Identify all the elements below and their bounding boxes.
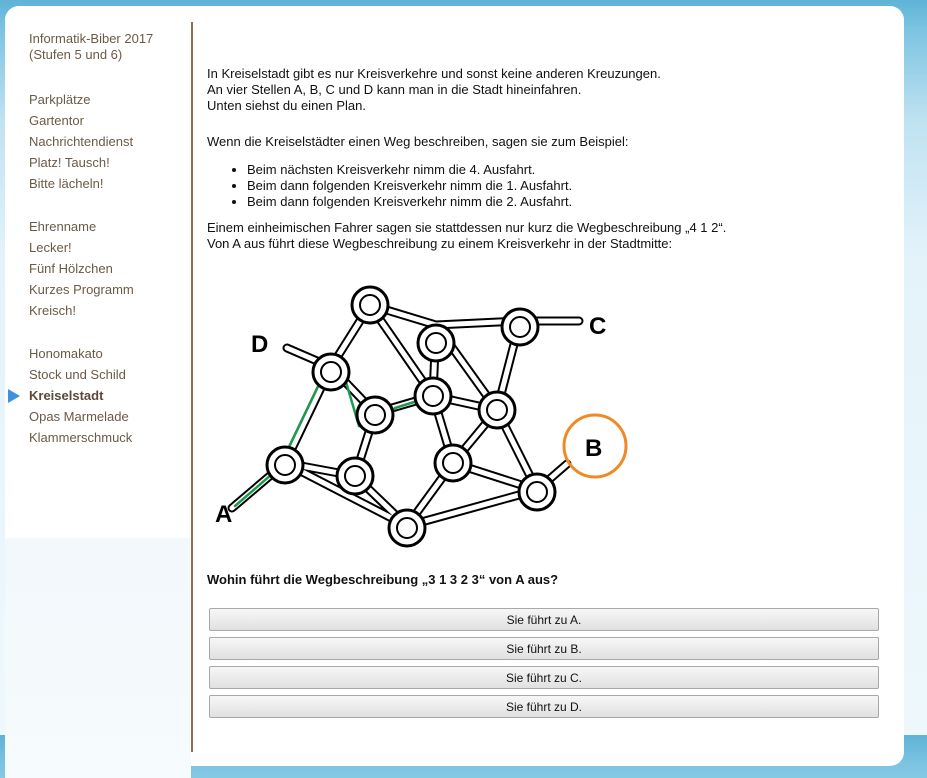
example-item: • Beim dann folgenden Kreisverkehr nimm die 1. Ausfahrt. xyxy=(247,178,887,194)
nav-item-kreisch[interactable]: Kreisch! xyxy=(29,303,76,318)
summary-line-2: Von A aus führt diese Wegbeschreibung zu einem Kreisverkehr in der Stadtmitte: xyxy=(207,236,673,251)
roundabout xyxy=(352,287,388,323)
sidebar-footer-area xyxy=(5,538,191,778)
roundabout xyxy=(313,354,349,390)
nav-group-3 xyxy=(29,343,184,448)
roundabout-map-svg xyxy=(207,280,647,560)
roundabout xyxy=(337,458,373,494)
example-item: • Beim nächsten Kreisverkehr nimm die 4. Ausfahrt. xyxy=(247,162,887,178)
vertical-divider xyxy=(191,22,193,752)
answer-d-button[interactable]: Sie führt zu D. xyxy=(209,695,879,718)
example-item: • Beim dann folgenden Kreisverkehr nimm die 2. Ausfahrt. xyxy=(247,194,887,210)
sidebar-nav xyxy=(29,31,184,470)
nav-item-platz-tausch[interactable]: Platz! Tausch! xyxy=(29,155,110,170)
roundabout xyxy=(267,447,303,483)
contest-title-line1: Informatik-Biber 2017 xyxy=(29,31,154,46)
nav-item-lecker[interactable]: Lecker! xyxy=(29,240,72,255)
exit-label-b: B xyxy=(585,435,603,462)
exit-label-a: A xyxy=(215,501,233,528)
intro-line-2: An vier Stellen A, B, C und D kann man in die Stadt hineinfahren. xyxy=(207,82,582,97)
example-list xyxy=(207,162,887,210)
example-intro: Wenn die Kreiselstädter einen Weg beschreiben, sagen sie zum Beispiel: xyxy=(207,134,629,149)
roundabout xyxy=(435,445,471,481)
nav-group-2 xyxy=(29,216,184,321)
roundabout xyxy=(415,378,451,414)
contest-title[interactable] xyxy=(29,31,184,63)
nav-item-parkplaetze[interactable]: Parkplätze xyxy=(29,92,91,107)
exit-label-c: C xyxy=(589,313,607,340)
intro-line-3: Unten siehst du einen Plan. xyxy=(207,98,366,113)
nav-group-1 xyxy=(29,89,184,194)
roundabout xyxy=(502,309,538,345)
nav-item-gartentor[interactable]: Gartentor xyxy=(29,113,84,128)
nav-item-opas-marmelade[interactable]: Opas Marmelade xyxy=(29,409,129,424)
task-content xyxy=(207,66,887,252)
answer-b-button[interactable]: Sie führt zu B. xyxy=(209,637,879,660)
nav-item-nachrichtendienst[interactable]: Nachrichtendienst xyxy=(29,134,134,149)
nav-item-ehrenname[interactable]: Ehrenname xyxy=(29,219,97,234)
roundabout-map xyxy=(207,280,647,565)
roundabout xyxy=(389,510,425,546)
nav-item-kreiselstadt[interactable] xyxy=(29,385,184,406)
intro-line-1: In Kreiselstadt gibt es nur Kreisverkehre und sonst keine anderen Kreuzungen. xyxy=(207,66,661,81)
nav-item-kreiselstadt-label: Kreiselstadt xyxy=(29,388,104,403)
answer-c-button[interactable]: Sie führt zu C. xyxy=(209,666,879,689)
nav-item-fuenf-hoelzchen[interactable]: Fünf Hölzchen xyxy=(29,261,113,276)
nav-item-honomakato[interactable]: Honomakato xyxy=(29,346,103,361)
nav-item-klammerschmuck[interactable]: Klammerschmuck xyxy=(29,430,133,445)
summary-line-1: Einem einheimischen Fahrer sagen sie stattdessen nur kurz die Wegbeschreibung „4 1 2“. xyxy=(207,220,727,235)
nav-item-bitte-laecheln[interactable]: Bitte lächeln! xyxy=(29,176,104,191)
current-page-arrow-icon xyxy=(8,389,20,403)
answer-a-button[interactable]: Sie führt zu A. xyxy=(209,608,879,631)
nav-item-kurzes-programm[interactable]: Kurzes Programm xyxy=(29,282,134,297)
roundabout xyxy=(418,325,454,361)
nav-item-stock-und-schild[interactable]: Stock und Schild xyxy=(29,367,126,382)
question-text: Wohin führt die Wegbeschreibung „3 1 3 2 3“ von A aus? xyxy=(207,572,559,587)
roundabout xyxy=(357,397,393,433)
exit-label-d: D xyxy=(251,331,269,358)
contest-title-line2: (Stufen 5 und 6) xyxy=(29,47,123,62)
answer-options xyxy=(209,608,879,724)
roundabout xyxy=(479,392,515,428)
roundabout xyxy=(519,474,555,510)
